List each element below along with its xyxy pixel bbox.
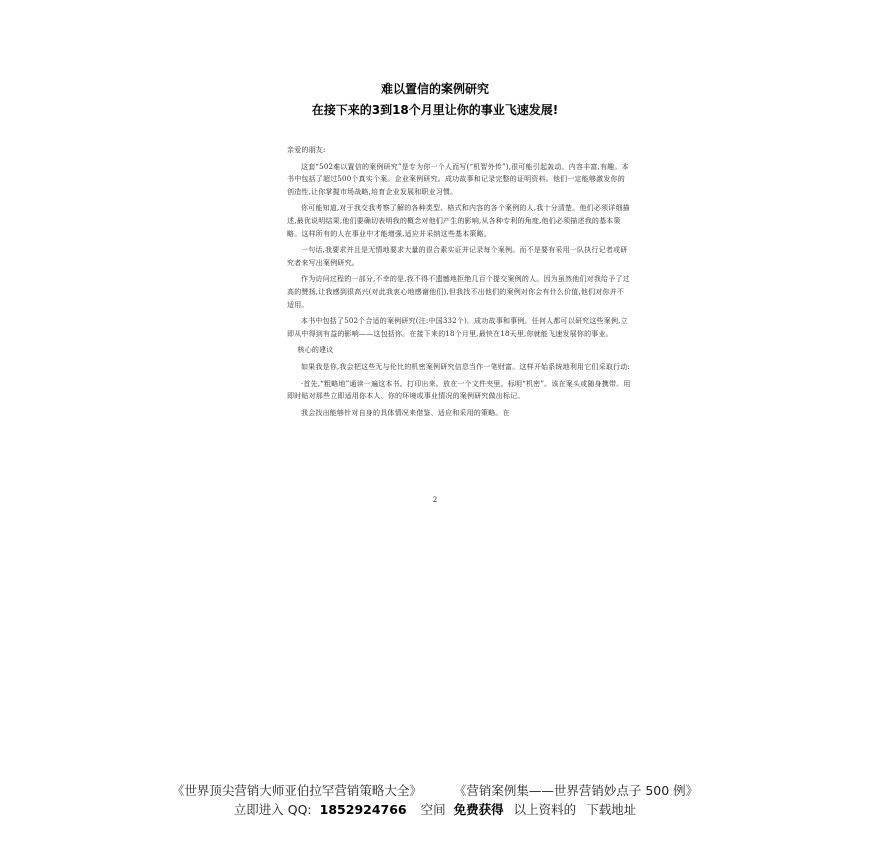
paragraph: 我会找出能够针对自身的具体情况来借鉴、适应和采用的策略。在 xyxy=(301,408,510,417)
paragraph: 这套“502难以置信的案例研究”是专为你一个人而写(“机智外传”),很可能引起轰动。内容丰富,有趣。本书中包括了超过500个真实个案。企业案例研究。成功故事和记录完整的证明资料。他们一定能够激发你的创造性,让你掌握市场战略,培育企业发展和职业习惯。 xyxy=(287,162,629,196)
footer-free-label: 免费获得 xyxy=(453,802,504,817)
paragraph: 一句话,我要求并且是无情地要求大量的很合素实证并记录每个案例。而不是要有采用一队执行记者或研究者来写出案例研究。 xyxy=(287,246,628,267)
document-title: 难以置信的案例研究 xyxy=(380,82,489,96)
footer-books-line xyxy=(0,781,870,799)
footer-download-line xyxy=(0,800,870,818)
paragraph: 本书中包括了502个合适的案例研究(注:中国332个)。成功故事和事例。任何人都可以研究这些案例,立即从中得到有益的影响——这包括你。在接下来的18个月里,最快在18天里,你就能飞速发展你的事业。 xyxy=(287,317,628,338)
paragraph: ·首先,“粗略地”通读一遍这本书。打印出来。放在一个文件夹里。标明“机密”。该在案头或随身携带。用即时贴对那些立即适用你本人、你的环境或事业情况的案例研究做出标记。 xyxy=(287,379,631,401)
salutation: 亲爱的朋友: xyxy=(287,146,326,154)
footer-space-label: 空间 xyxy=(420,802,446,817)
footer-qq-label: 立即进入 QQ: xyxy=(233,802,312,817)
footer-download-label: 下载地址 xyxy=(586,802,637,817)
paragraph: 作为访问过程的一部分,不幸的是,我不得不遗憾地拒绝几百个提交案例的人。因为虽然他们对我给予了过高的赞扬,让我感到很高兴(对此我衷心地感谢他们),但我找不出他们的案例对你会有什么价值,他们对你并不适用。 xyxy=(287,275,630,309)
paragraph: 你可能知道,对于我交我考察了解的各种类型、格式和内容的各个案例的人,我十分清楚。他们必须详细描述,最优说明结果,他们要确切表明我的概念对他们产生的影响,从各种专利的角度,他们必须描述我的基本策略。这样所有的人在事业中才能增强,适应并采纳这些基本策略。 xyxy=(287,204,630,238)
footer-book-2: 《营销案例集——世界营销妙点子 500 例》 xyxy=(453,783,699,798)
footer-book-1: 《世界顶尖营销大师亚伯拉罕营销策略大全》 xyxy=(171,783,422,798)
section-heading: 核心的建议 xyxy=(297,346,334,355)
footer-resources-label: 以上资料的 xyxy=(513,802,577,817)
paragraph: 如果我是你,我会把这些无与伦比的机密案例研究信息当作一笔财富。这样开始系统地利用它们采取行动: xyxy=(301,362,630,371)
page-number: 2 xyxy=(432,496,438,504)
document-subtitle: 在接下来的3到18个月里让你的事业飞速发展! xyxy=(311,103,559,117)
body-text xyxy=(287,144,631,423)
footer-qq-number[interactable]: 1852924766 xyxy=(319,802,407,817)
